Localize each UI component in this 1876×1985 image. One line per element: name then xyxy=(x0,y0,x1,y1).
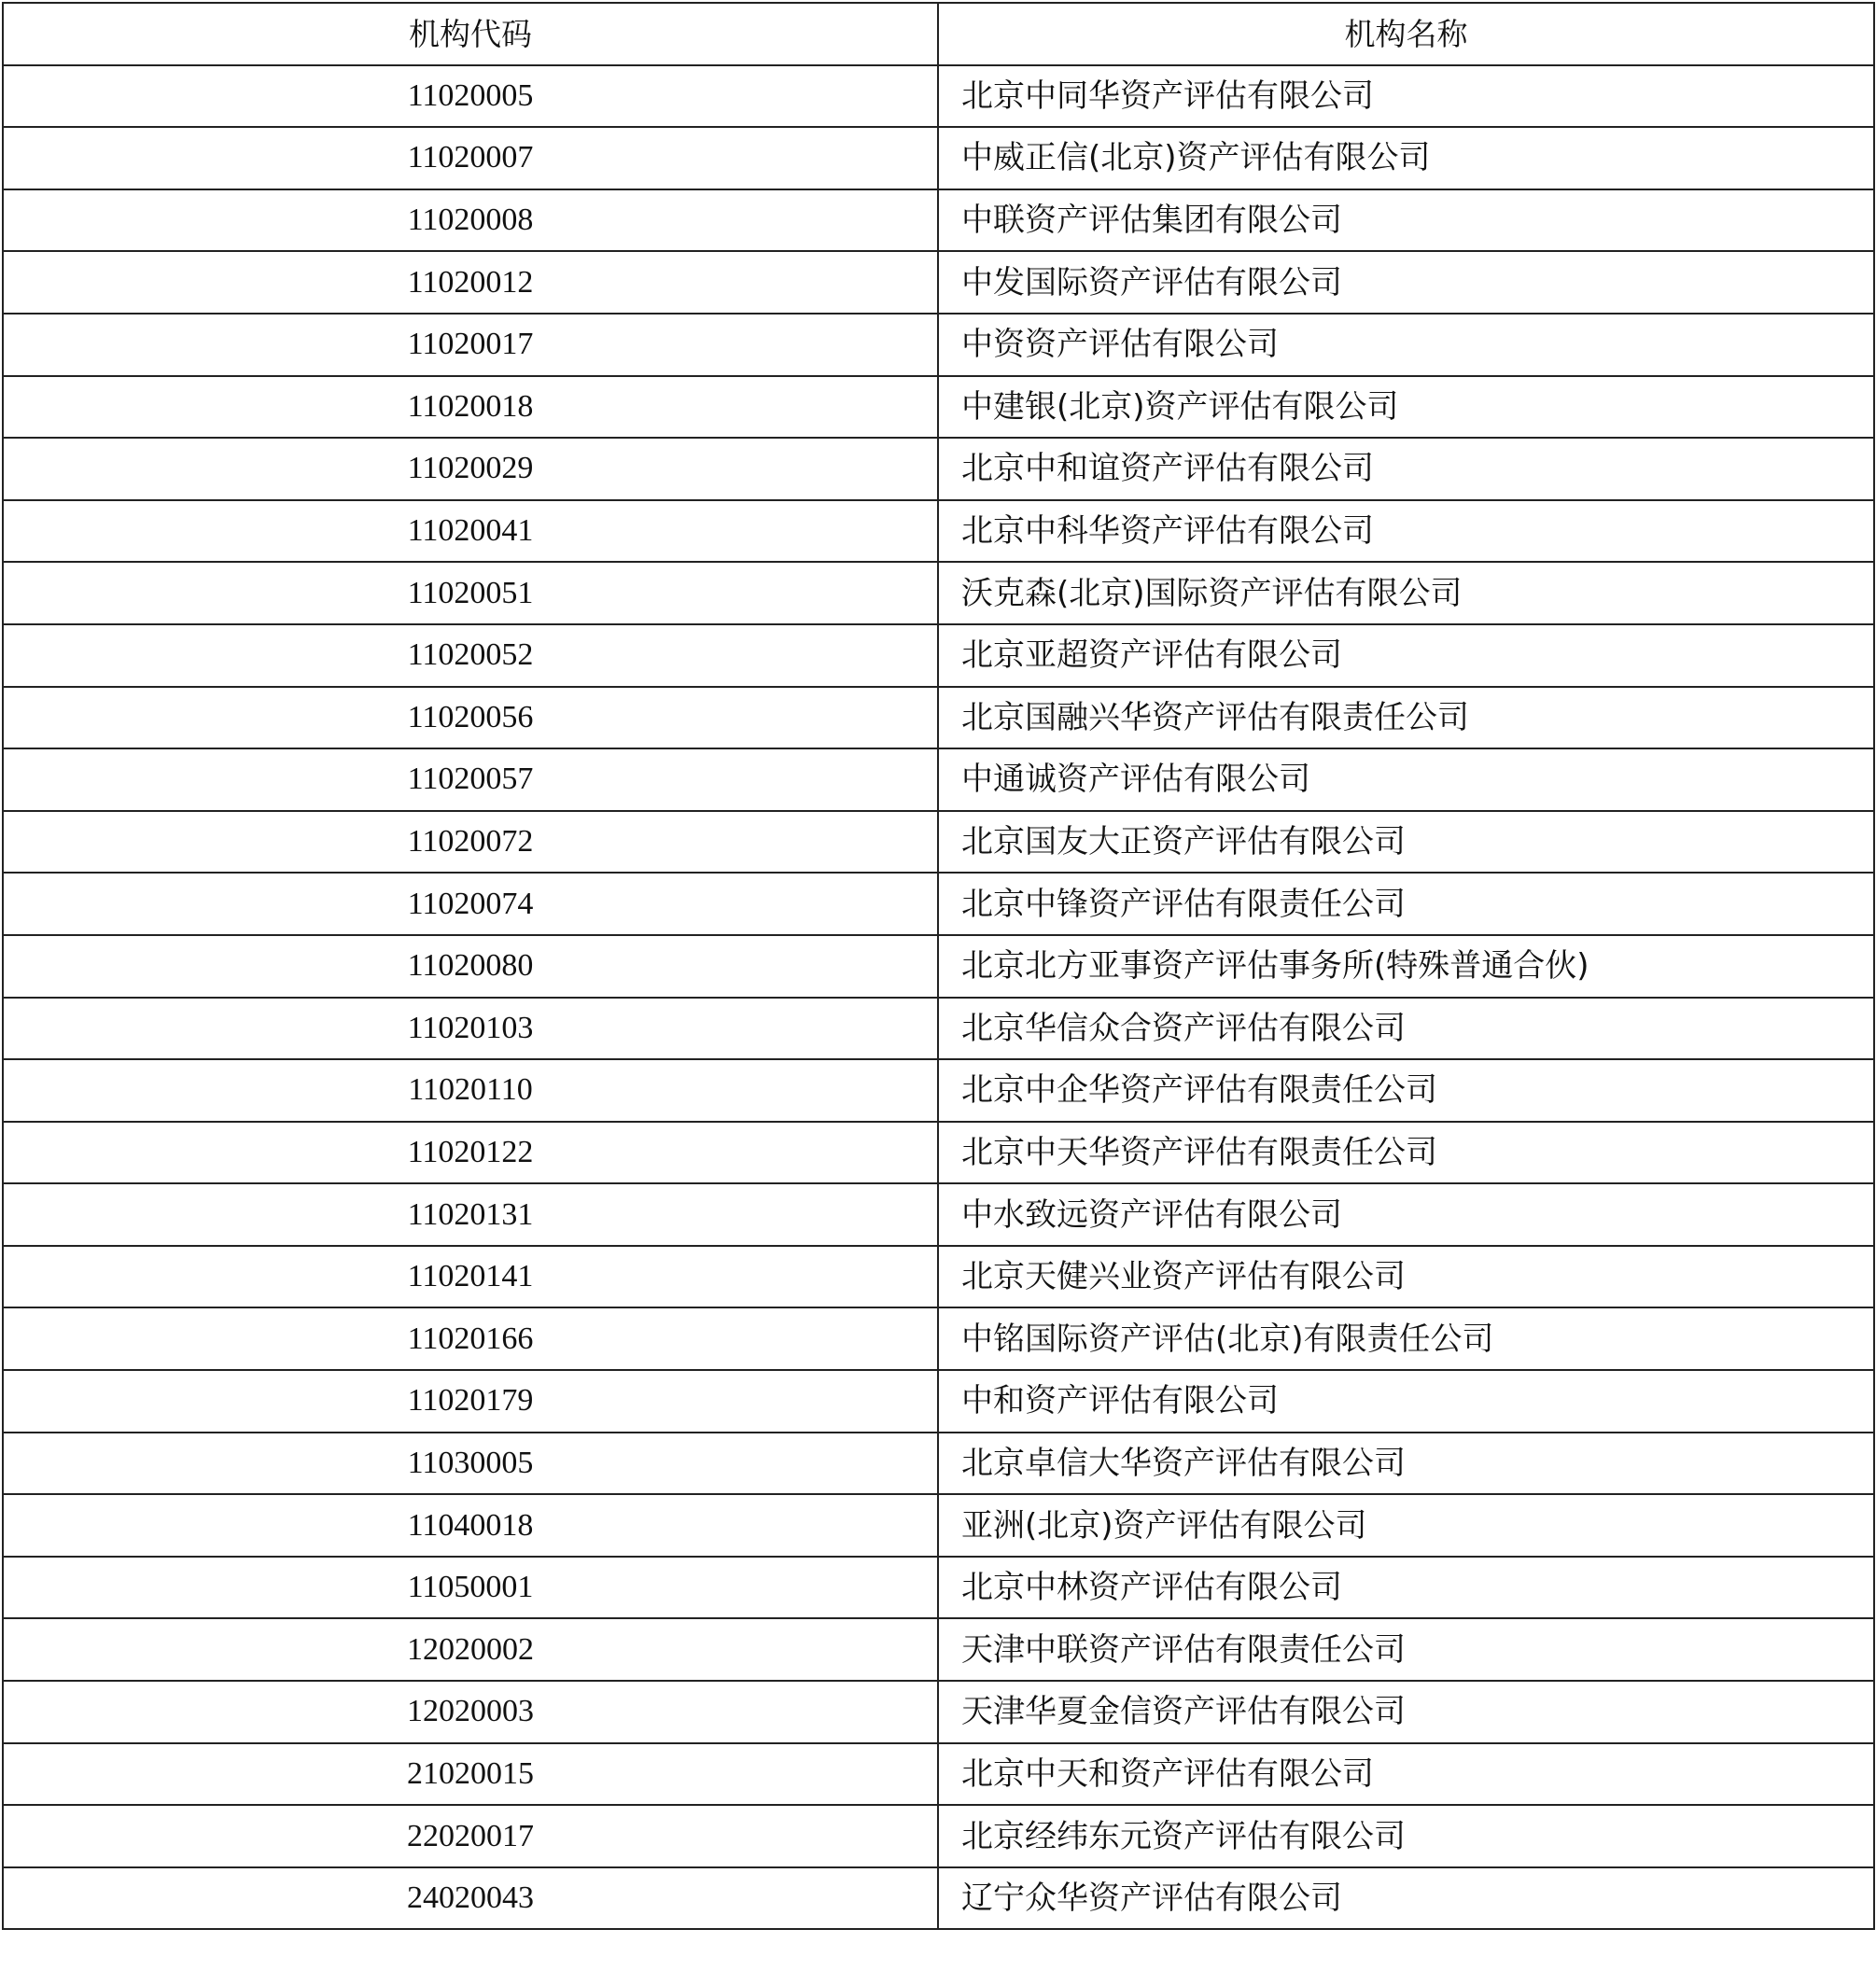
institution-name-cell: 北京亚超资产评估有限公司 xyxy=(938,624,1874,687)
institution-code-cell: 11050001 xyxy=(3,1557,938,1619)
table-row xyxy=(3,1805,1874,1867)
institution-name-cell: 北京中和谊资产评估有限公司 xyxy=(938,438,1874,500)
table-row xyxy=(3,1494,1874,1557)
institution-name-cell: 北京北方亚事资产评估事务所(特殊普通合伙) xyxy=(938,935,1874,998)
institution-name-cell: 天津中联资产评估有限责任公司 xyxy=(938,1618,1874,1681)
table-row xyxy=(3,935,1874,998)
institution-table xyxy=(2,2,1875,1930)
table-row xyxy=(3,1122,1874,1184)
institution-code-cell: 12020002 xyxy=(3,1618,938,1681)
institution-code-cell: 11020179 xyxy=(3,1370,938,1433)
table-row xyxy=(3,438,1874,500)
institution-code-cell: 11020017 xyxy=(3,314,938,376)
institution-name-cell: 北京中企华资产评估有限责任公司 xyxy=(938,1059,1874,1122)
institution-code-cell: 11020007 xyxy=(3,127,938,189)
institution-name-cell: 中水致远资产评估有限公司 xyxy=(938,1183,1874,1246)
institution-code-cell: 11020051 xyxy=(3,562,938,624)
table-row xyxy=(3,314,1874,376)
institution-name-cell: 中通诚资产评估有限公司 xyxy=(938,748,1874,811)
table-row xyxy=(3,65,1874,128)
table-row xyxy=(3,687,1874,749)
institution-code-cell: 11020110 xyxy=(3,1059,938,1122)
table-row xyxy=(3,873,1874,935)
table-row xyxy=(3,1370,1874,1433)
institution-code-cell: 11020018 xyxy=(3,376,938,439)
table-row xyxy=(3,562,1874,624)
institution-name-cell: 中威正信(北京)资产评估有限公司 xyxy=(938,127,1874,189)
institution-name-cell: 北京国融兴华资产评估有限责任公司 xyxy=(938,687,1874,749)
institution-code-cell: 11020029 xyxy=(3,438,938,500)
institution-name-cell: 北京经纬东元资产评估有限公司 xyxy=(938,1805,1874,1867)
institution-name-cell: 沃克森(北京)国际资产评估有限公司 xyxy=(938,562,1874,624)
institution-name-cell: 北京中科华资产评估有限公司 xyxy=(938,500,1874,563)
table-row xyxy=(3,251,1874,314)
institution-name-cell: 中发国际资产评估有限公司 xyxy=(938,251,1874,314)
table-row xyxy=(3,1557,1874,1619)
institution-code-cell: 11020131 xyxy=(3,1183,938,1246)
institution-code-cell: 11020166 xyxy=(3,1307,938,1370)
institution-code-cell: 12020003 xyxy=(3,1681,938,1743)
institution-name-cell: 北京中同华资产评估有限公司 xyxy=(938,65,1874,128)
table-header-row xyxy=(3,3,1874,65)
institution-code-cell: 11020074 xyxy=(3,873,938,935)
institution-name-cell: 中资资产评估有限公司 xyxy=(938,314,1874,376)
institution-name-cell: 中建银(北京)资产评估有限公司 xyxy=(938,376,1874,439)
institution-code-cell: 11020103 xyxy=(3,998,938,1060)
table-row xyxy=(3,1618,1874,1681)
institution-name-cell: 北京中锋资产评估有限责任公司 xyxy=(938,873,1874,935)
header-institution-name: 机构名称 xyxy=(938,3,1874,65)
table-row xyxy=(3,127,1874,189)
table-row xyxy=(3,189,1874,252)
institution-code-cell: 11020052 xyxy=(3,624,938,687)
table-row xyxy=(3,624,1874,687)
institution-code-cell: 11020072 xyxy=(3,811,938,874)
institution-name-cell: 中铭国际资产评估(北京)有限责任公司 xyxy=(938,1307,1874,1370)
table-row xyxy=(3,1183,1874,1246)
institution-code-cell: 21020015 xyxy=(3,1743,938,1806)
institution-name-cell: 天津华夏金信资产评估有限公司 xyxy=(938,1681,1874,1743)
institution-name-cell: 北京天健兴业资产评估有限公司 xyxy=(938,1246,1874,1308)
table-row xyxy=(3,1743,1874,1806)
institution-name-cell: 辽宁众华资产评估有限公司 xyxy=(938,1867,1874,1930)
institution-name-cell: 北京卓信大华资产评估有限公司 xyxy=(938,1433,1874,1495)
institution-name-cell: 北京中林资产评估有限公司 xyxy=(938,1557,1874,1619)
institution-table-container xyxy=(2,2,1873,1983)
institution-name-cell: 中和资产评估有限公司 xyxy=(938,1370,1874,1433)
institution-code-cell: 11020005 xyxy=(3,65,938,128)
institution-code-cell: 11020057 xyxy=(3,748,938,811)
institution-code-cell: 11020012 xyxy=(3,251,938,314)
header-institution-code: 机构代码 xyxy=(3,3,938,65)
table-row xyxy=(3,998,1874,1060)
table-row xyxy=(3,1059,1874,1122)
institution-name-cell: 北京华信众合资产评估有限公司 xyxy=(938,998,1874,1060)
institution-code-cell: 11020056 xyxy=(3,687,938,749)
institution-name-cell: 北京中天和资产评估有限公司 xyxy=(938,1743,1874,1806)
table-row xyxy=(3,748,1874,811)
table-row xyxy=(3,1433,1874,1495)
table-row xyxy=(3,376,1874,439)
institution-code-cell: 11020041 xyxy=(3,500,938,563)
table-row xyxy=(3,1246,1874,1308)
table-row xyxy=(3,500,1874,563)
table-body xyxy=(3,65,1874,1930)
institution-name-cell: 北京中天华资产评估有限责任公司 xyxy=(938,1122,1874,1184)
institution-code-cell: 11020141 xyxy=(3,1246,938,1308)
institution-code-cell: 22020017 xyxy=(3,1805,938,1867)
institution-name-cell: 亚洲(北京)资产评估有限公司 xyxy=(938,1494,1874,1557)
institution-code-cell: 24020043 xyxy=(3,1867,938,1930)
institution-code-cell: 11020080 xyxy=(3,935,938,998)
institution-name-cell: 北京国友大正资产评估有限公司 xyxy=(938,811,1874,874)
institution-code-cell: 11030005 xyxy=(3,1433,938,1495)
institution-code-cell: 11020008 xyxy=(3,189,938,252)
institution-code-cell: 11040018 xyxy=(3,1494,938,1557)
institution-name-cell: 中联资产评估集团有限公司 xyxy=(938,189,1874,252)
table-row xyxy=(3,1307,1874,1370)
table-row xyxy=(3,1867,1874,1930)
table-row xyxy=(3,811,1874,874)
institution-code-cell: 11020122 xyxy=(3,1122,938,1184)
table-row xyxy=(3,1681,1874,1743)
